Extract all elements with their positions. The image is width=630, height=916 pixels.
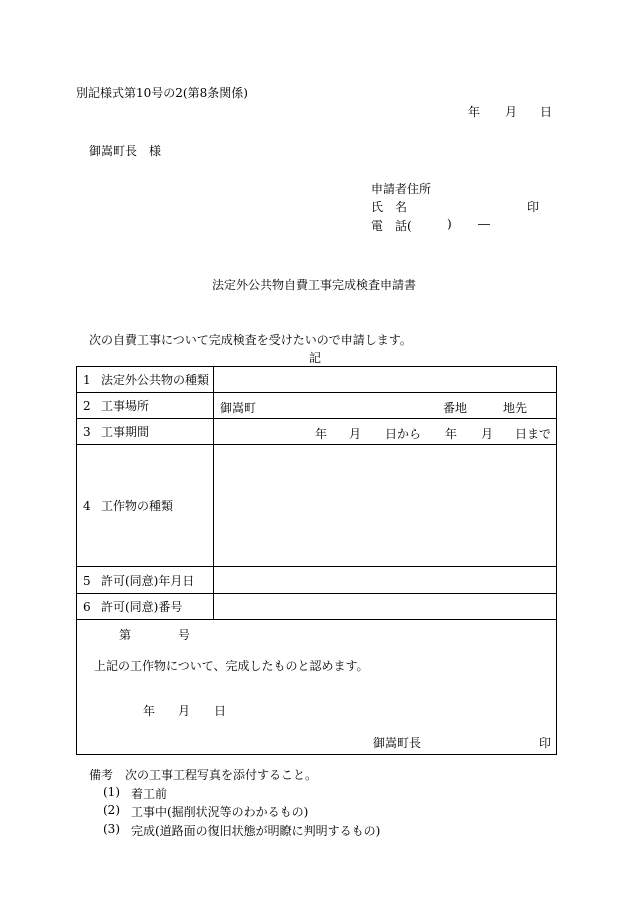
work-period-field[interactable] <box>214 419 557 445</box>
period-end-year: 年 <box>445 427 458 441</box>
form-reference: 別記様式第10号の2(第8条関係) <box>76 86 248 100</box>
permit-date-field[interactable] <box>214 567 557 594</box>
period-end-month: 月 <box>481 427 494 441</box>
table-row <box>77 594 557 620</box>
row-number: 1 <box>83 373 91 387</box>
cert-statement: 上記の工作物について、完成したものと認めます。 <box>94 659 369 673</box>
application-table <box>76 366 557 755</box>
row-number: 3 <box>83 425 91 439</box>
work-location-field[interactable] <box>214 393 557 419</box>
applicant-seal: 印 <box>527 200 540 214</box>
certificate-cell <box>77 620 557 755</box>
date-month: 月 <box>505 105 518 119</box>
applicant-phone-dash: ― <box>478 217 490 231</box>
cert-year: 年 <box>143 704 156 718</box>
document-title: 法定外公共物自費工事完成検査申請書 <box>212 278 417 292</box>
period-to: 日まで <box>515 427 552 441</box>
notes-item-number: (3) <box>103 822 120 836</box>
row-label-cell <box>77 419 214 445</box>
banchi-label: 番地 <box>443 401 468 415</box>
period-start-year: 年 <box>315 427 328 441</box>
notes-heading: 備考 次の工事工程写真を添付すること。 <box>89 768 318 782</box>
row-label-cell <box>77 445 214 567</box>
period-from: 日から <box>385 427 422 441</box>
row-label: 工事場所 <box>101 399 150 413</box>
period-start-month: 月 <box>349 427 362 441</box>
ki-label: 記 <box>309 351 322 365</box>
cert-day: 日 <box>214 704 227 718</box>
public-property-type-field[interactable] <box>214 367 557 393</box>
row-label-cell <box>77 594 214 620</box>
table-row <box>77 393 557 419</box>
chisaki-label: 地先 <box>503 401 528 415</box>
addressee: 御嵩町長 様 <box>89 144 162 158</box>
date-day: 日 <box>540 105 553 119</box>
row-label: 工作物の種類 <box>101 499 174 513</box>
table-row <box>77 567 557 594</box>
date-year: 年 <box>468 105 481 119</box>
notes-item-text: 着工前 <box>131 787 168 801</box>
table-row <box>77 445 557 567</box>
structure-type-field[interactable] <box>214 445 557 567</box>
table-row <box>77 367 557 393</box>
row-label: 法定外公共物の種類 <box>101 373 210 387</box>
cert-go: 号 <box>178 628 191 642</box>
table-row <box>77 620 557 755</box>
completion-certificate <box>77 620 556 754</box>
row-number: 2 <box>83 399 91 413</box>
row-label: 工事期間 <box>101 425 150 439</box>
table-row <box>77 419 557 445</box>
intro-text: 次の自費工事について完成検査を受けたいので申請します。 <box>89 333 412 347</box>
row-label-cell <box>77 567 214 594</box>
cert-dai: 第 <box>119 628 132 642</box>
applicant-phone-close: ) <box>447 217 452 231</box>
applicant-phone-label: 電 話( <box>371 219 412 233</box>
row-label: 許可(同意)年月日 <box>101 573 195 588</box>
row-number: 4 <box>83 499 91 513</box>
row-number: 5 <box>83 573 91 588</box>
applicant-address-label: 申請者住所 <box>371 182 432 196</box>
row-label: 許可(同意)番号 <box>101 600 183 614</box>
cert-seal: 印 <box>539 736 552 750</box>
row-label-cell <box>77 393 214 419</box>
permit-number-field[interactable] <box>214 594 557 620</box>
notes-item-number: (1) <box>103 785 120 799</box>
cert-month: 月 <box>178 704 191 718</box>
notes-item-text: 工事中(掘削状況等のわかるもの) <box>131 805 309 819</box>
cert-mayor: 御嵩町長 <box>373 736 422 750</box>
row-label-cell <box>77 367 214 393</box>
notes-item-text: 完成(道路面の復旧状態が明瞭に判明するもの) <box>131 824 381 838</box>
town-name: 御嵩町 <box>220 401 257 415</box>
applicant-name-label: 氏 名 <box>371 200 408 214</box>
notes-item-number: (2) <box>103 803 120 817</box>
row-number: 6 <box>83 600 91 614</box>
